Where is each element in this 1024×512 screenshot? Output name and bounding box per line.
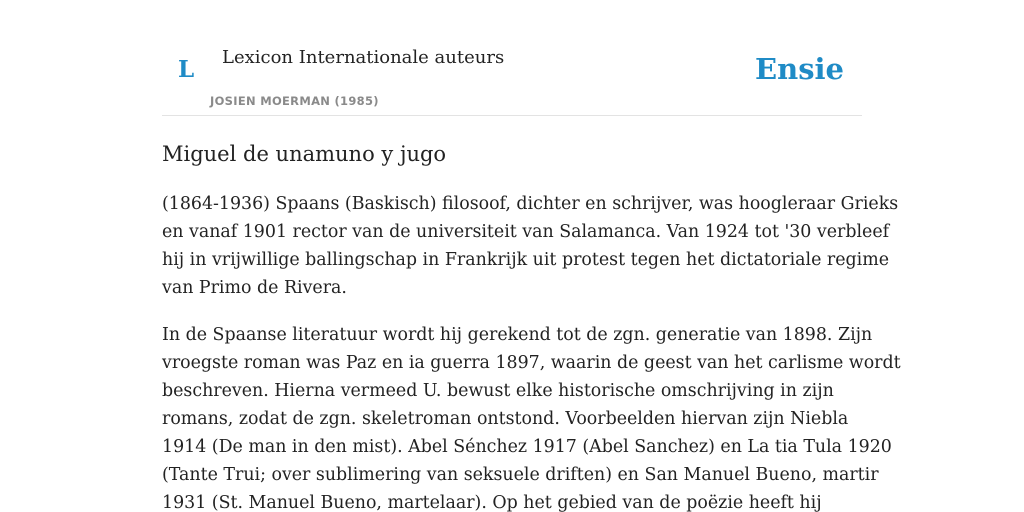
paragraph-line: vroegste roman was Paz en ia guerra 1897, waarin de geest van het carlisme wordt xyxy=(162,353,901,373)
entry-paragraph-2 xyxy=(162,321,901,512)
entry-title: Miguel de unamuno y jugo xyxy=(162,142,447,166)
paragraph-line: romans, zodat de zgn. skeletroman ontstond. Voorbeelden hiervan zijn Niebla xyxy=(162,409,849,429)
paragraph-line: 1931 (St. Manuel Bueno, martelaar). Op het gebied van de poëzie heeft hij xyxy=(162,493,822,512)
paragraph-line: (1864-1936) Spaans (Baskisch) filosoof, dichter en schrijver, was hoogleraar Grieks xyxy=(162,194,899,214)
entry-content xyxy=(162,138,901,512)
paragraph-line: van Primo de Rivera. xyxy=(162,278,347,298)
lexicon-logo-icon[interactable]: L xyxy=(178,56,195,83)
paragraph-line: hij in vrijwillige ballingschap in Frankrijk uit protest tegen het dictatoriale regime xyxy=(162,250,889,270)
ensie-logo-link[interactable]: Ensie xyxy=(755,52,844,86)
lexicon-header xyxy=(162,0,862,116)
paragraph-line: 1914 (De man in den mist). Abel Sénchez 1917 (Abel Sanchez) en La tia Tula 1920 xyxy=(162,437,892,457)
lexicon-title-link[interactable]: Lexicon Internationale auteurs xyxy=(222,47,505,68)
entry-paragraph-1 xyxy=(162,190,899,302)
paragraph-line: beschreven. Hierna vermeed U. bewust elke historische omschrijving in zijn xyxy=(162,381,834,401)
paragraph-line: (Tante Trui; over sublimering van seksuele driften) en San Manuel Bueno, martir xyxy=(162,465,879,485)
paragraph-line: In de Spaanse literatuur wordt hij gerekend tot de zgn. generatie van 1898. Zijn xyxy=(162,325,873,345)
lexicon-author-line: JOSIEN MOERMAN (1985) xyxy=(210,94,379,108)
paragraph-line: en vanaf 1901 rector van de universiteit van Salamanca. Van 1924 tot '30 verbleef xyxy=(162,222,890,242)
